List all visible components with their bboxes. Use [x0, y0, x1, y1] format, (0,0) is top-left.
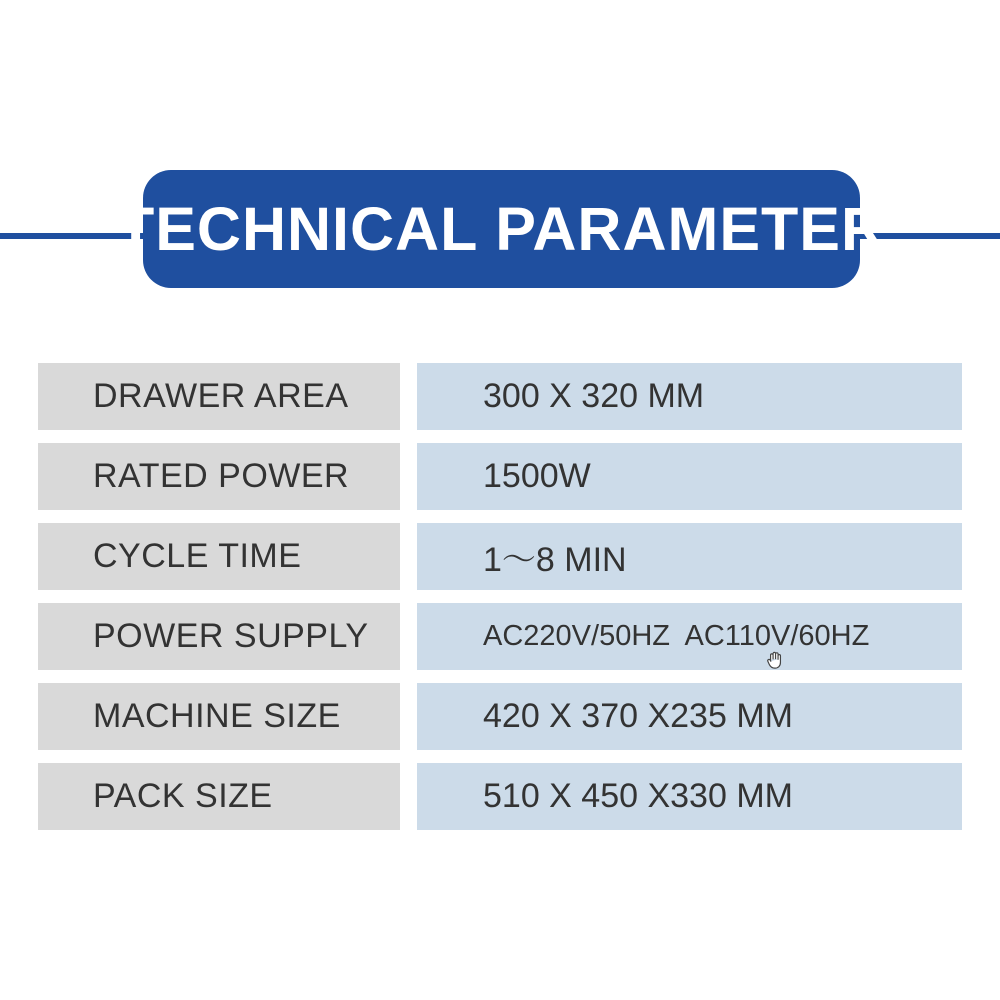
- spec-table: [38, 363, 962, 843]
- spec-value: 300 X 320 MM: [417, 363, 962, 430]
- table-row: [38, 683, 962, 750]
- spec-label: MACHINE SIZE: [38, 683, 400, 750]
- spec-label: DRAWER AREA: [38, 363, 400, 430]
- table-row: [38, 603, 962, 670]
- spec-value: 1〜8 MIN: [417, 523, 962, 590]
- table-row: [38, 523, 962, 590]
- spec-label: RATED POWER: [38, 443, 400, 510]
- page-title: TECHNICAL PARAMETER: [116, 195, 887, 263]
- spec-value: 510 X 450 X330 MM: [417, 763, 962, 830]
- table-row: [38, 443, 962, 510]
- spec-value: 1500W: [417, 443, 962, 510]
- spec-label: CYCLE TIME: [38, 523, 400, 590]
- section-header: [116, 170, 887, 288]
- spec-value: AC220V/50HZ AC110V/60HZ: [417, 603, 962, 670]
- spec-label: POWER SUPPLY: [38, 603, 400, 670]
- hand-cursor-icon: [763, 648, 789, 674]
- spec-label: PACK SIZE: [38, 763, 400, 830]
- spec-value: 420 X 370 X235 MM: [417, 683, 962, 750]
- table-row: [38, 763, 962, 830]
- table-row: [38, 363, 962, 430]
